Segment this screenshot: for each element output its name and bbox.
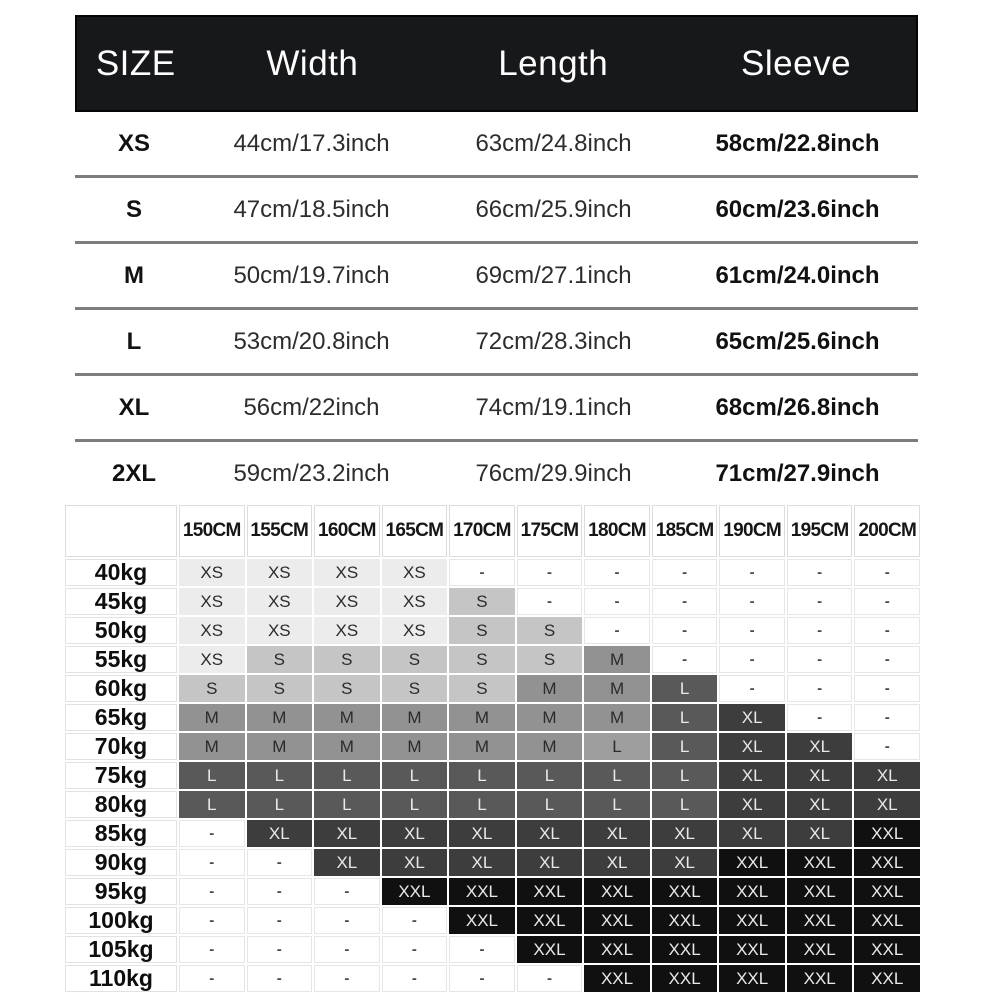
fit-cell-xxl: XXL bbox=[719, 907, 785, 934]
fit-cell-xs: XS bbox=[314, 617, 380, 644]
weight-label-105kg: 105kg bbox=[65, 936, 177, 963]
empty-fit-cell: - bbox=[314, 907, 380, 934]
fit-cell-xxl: XXL bbox=[652, 907, 718, 934]
fit-cell-l: L bbox=[449, 791, 515, 818]
size-cell: L bbox=[126, 327, 142, 355]
fit-cell-xl: XL bbox=[584, 820, 650, 847]
fit-cell-xxl: XXL bbox=[787, 878, 853, 905]
weight-label-70kg: 70kg bbox=[65, 733, 177, 760]
weight-label-75kg: 75kg bbox=[65, 762, 177, 789]
fit-cell-l: L bbox=[382, 791, 448, 818]
fit-cell-l: L bbox=[247, 791, 313, 818]
height-header-150cm: 150CM bbox=[179, 505, 245, 557]
fit-cell-xs: XS bbox=[247, 617, 313, 644]
height-header-190cm: 190CM bbox=[719, 505, 785, 557]
fit-cell-l: L bbox=[247, 762, 313, 789]
height-header-160cm: 160CM bbox=[314, 505, 380, 557]
weight-label-80kg: 80kg bbox=[65, 791, 177, 818]
empty-fit-cell: - bbox=[719, 617, 785, 644]
fit-cell-s: S bbox=[517, 617, 583, 644]
fit-cell-xl: XL bbox=[719, 762, 785, 789]
fit-cell-m: M bbox=[247, 704, 313, 731]
empty-fit-cell: - bbox=[247, 936, 313, 963]
fit-cell-s: S bbox=[247, 646, 313, 673]
fit-cell-l: L bbox=[382, 762, 448, 789]
fit-cell-xl: XL bbox=[787, 733, 853, 760]
empty-fit-cell: - bbox=[787, 617, 853, 644]
fit-cell-xxl: XXL bbox=[854, 936, 920, 963]
empty-fit-cell: - bbox=[179, 849, 245, 876]
size-cell: M bbox=[124, 261, 144, 289]
weight-label-60kg: 60kg bbox=[65, 675, 177, 702]
fit-cell-xxl: XXL bbox=[517, 936, 583, 963]
fit-cell-m: M bbox=[382, 733, 448, 760]
fit-cell-xl: XL bbox=[517, 820, 583, 847]
height-header-170cm: 170CM bbox=[449, 505, 515, 557]
fit-cell-s: S bbox=[449, 675, 515, 702]
empty-fit-cell: - bbox=[787, 588, 853, 615]
weight-label-65kg: 65kg bbox=[65, 704, 177, 731]
size-row-l bbox=[75, 310, 918, 376]
empty-fit-cell: - bbox=[449, 559, 515, 586]
empty-fit-cell: - bbox=[652, 646, 718, 673]
size-row-2xl bbox=[75, 442, 918, 509]
fit-cell-xs: XS bbox=[247, 588, 313, 615]
fit-cell-m: M bbox=[382, 704, 448, 731]
empty-fit-cell: - bbox=[179, 936, 245, 963]
fit-cell-l: L bbox=[314, 762, 380, 789]
fit-cell-s: S bbox=[517, 646, 583, 673]
empty-fit-cell: - bbox=[719, 646, 785, 673]
fit-cell-m: M bbox=[179, 733, 245, 760]
fit-cell-xxl: XXL bbox=[719, 878, 785, 905]
fit-cell-l: L bbox=[584, 733, 650, 760]
fit-cell-l: L bbox=[517, 791, 583, 818]
width-cell: 53cm/20.8inch bbox=[233, 327, 390, 355]
fit-cell-s: S bbox=[314, 646, 380, 673]
fit-cell-xl: XL bbox=[247, 820, 313, 847]
weight-label-90kg: 90kg bbox=[65, 849, 177, 876]
size-cell: XL bbox=[118, 393, 150, 421]
size-chart-header bbox=[75, 15, 918, 112]
header-length: Length bbox=[498, 43, 609, 83]
fit-cell-m: M bbox=[449, 733, 515, 760]
empty-fit-cell: - bbox=[179, 820, 245, 847]
empty-fit-cell: - bbox=[719, 559, 785, 586]
header-width: Width bbox=[266, 43, 359, 83]
fit-cell-xxl: XXL bbox=[787, 849, 853, 876]
empty-fit-cell: - bbox=[787, 646, 853, 673]
fit-cell-xl: XL bbox=[382, 820, 448, 847]
empty-fit-cell: - bbox=[854, 646, 920, 673]
fit-cell-m: M bbox=[584, 675, 650, 702]
empty-fit-cell: - bbox=[854, 704, 920, 731]
weight-label-40kg: 40kg bbox=[65, 559, 177, 586]
height-weight-fit-matrix bbox=[65, 505, 920, 992]
empty-fit-cell: - bbox=[314, 965, 380, 992]
fit-cell-xl: XL bbox=[652, 820, 718, 847]
fit-cell-xl: XL bbox=[449, 820, 515, 847]
empty-fit-cell: - bbox=[584, 559, 650, 586]
fit-cell-xs: XS bbox=[179, 646, 245, 673]
empty-fit-cell: - bbox=[854, 559, 920, 586]
fit-cell-l: L bbox=[652, 733, 718, 760]
length-cell: 72cm/28.3inch bbox=[475, 327, 632, 355]
fit-cell-m: M bbox=[584, 704, 650, 731]
sleeve-cell: 60cm/23.6inch bbox=[715, 195, 880, 223]
size-row-xl bbox=[75, 376, 918, 442]
fit-cell-xl: XL bbox=[787, 762, 853, 789]
fit-cell-xl: XL bbox=[787, 791, 853, 818]
fit-cell-xxl: XXL bbox=[719, 936, 785, 963]
size-cell: 2XL bbox=[111, 459, 156, 487]
size-cell: S bbox=[125, 195, 142, 223]
fit-cell-l: L bbox=[517, 762, 583, 789]
empty-fit-cell: - bbox=[854, 675, 920, 702]
empty-fit-cell: - bbox=[584, 617, 650, 644]
size-chart-table bbox=[75, 15, 918, 509]
fit-cell-m: M bbox=[314, 704, 380, 731]
empty-fit-cell: - bbox=[179, 878, 245, 905]
fit-cell-s: S bbox=[247, 675, 313, 702]
fit-cell-xxl: XXL bbox=[719, 849, 785, 876]
fit-cell-m: M bbox=[517, 733, 583, 760]
fit-cell-l: L bbox=[584, 791, 650, 818]
empty-fit-cell: - bbox=[719, 675, 785, 702]
fit-cell-xl: XL bbox=[854, 791, 920, 818]
width-cell: 50cm/19.7inch bbox=[233, 261, 390, 289]
length-cell: 74cm/19.1inch bbox=[475, 393, 632, 421]
length-cell: 69cm/27.1inch bbox=[475, 261, 632, 289]
fit-cell-xs: XS bbox=[314, 588, 380, 615]
empty-fit-cell: - bbox=[247, 878, 313, 905]
fit-cell-xl: XL bbox=[719, 820, 785, 847]
fit-cell-xxl: XXL bbox=[584, 878, 650, 905]
fit-cell-xxl: XXL bbox=[517, 907, 583, 934]
empty-fit-cell: - bbox=[382, 907, 448, 934]
sleeve-cell: 68cm/26.8inch bbox=[715, 393, 880, 421]
fit-cell-xl: XL bbox=[719, 791, 785, 818]
height-header-185cm: 185CM bbox=[652, 505, 718, 557]
fit-cell-xs: XS bbox=[179, 588, 245, 615]
empty-fit-cell: - bbox=[247, 907, 313, 934]
empty-fit-cell: - bbox=[652, 588, 718, 615]
fit-cell-xs: XS bbox=[179, 617, 245, 644]
fit-cell-xxl: XXL bbox=[787, 907, 853, 934]
fit-cell-xl: XL bbox=[719, 733, 785, 760]
height-header-195cm: 195CM bbox=[787, 505, 853, 557]
header-size: SIZE bbox=[95, 43, 176, 83]
fit-cell-xs: XS bbox=[382, 559, 448, 586]
empty-fit-cell: - bbox=[787, 559, 853, 586]
size-cell: XS bbox=[117, 129, 150, 157]
fit-cell-s: S bbox=[449, 617, 515, 644]
empty-fit-cell: - bbox=[247, 965, 313, 992]
length-cell: 63cm/24.8inch bbox=[475, 129, 632, 157]
empty-fit-cell: - bbox=[584, 588, 650, 615]
fit-cell-xl: XL bbox=[449, 849, 515, 876]
fit-cell-m: M bbox=[517, 704, 583, 731]
fit-cell-xxl: XXL bbox=[854, 820, 920, 847]
fit-cell-xl: XL bbox=[382, 849, 448, 876]
empty-fit-cell: - bbox=[517, 965, 583, 992]
width-cell: 59cm/23.2inch bbox=[233, 459, 390, 487]
empty-fit-cell: - bbox=[382, 936, 448, 963]
empty-fit-cell: - bbox=[787, 704, 853, 731]
length-cell: 76cm/29.9inch bbox=[475, 459, 632, 487]
fit-cell-xxl: XXL bbox=[382, 878, 448, 905]
size-chart-rows bbox=[75, 112, 918, 509]
fit-cell-l: L bbox=[652, 762, 718, 789]
fit-cell-s: S bbox=[382, 675, 448, 702]
fit-cell-xxl: XXL bbox=[652, 878, 718, 905]
fit-cell-l: L bbox=[652, 675, 718, 702]
empty-fit-cell: - bbox=[854, 588, 920, 615]
fit-cell-xxl: XXL bbox=[719, 965, 785, 992]
header-sleeve: Sleeve bbox=[741, 43, 852, 83]
empty-fit-cell: - bbox=[179, 907, 245, 934]
fit-cell-xl: XL bbox=[652, 849, 718, 876]
empty-fit-cell: - bbox=[314, 878, 380, 905]
fit-cell-s: S bbox=[314, 675, 380, 702]
sleeve-cell: 71cm/27.9inch bbox=[715, 459, 880, 487]
empty-fit-cell: - bbox=[517, 559, 583, 586]
fit-cell-xxl: XXL bbox=[652, 965, 718, 992]
fit-cell-xxl: XXL bbox=[584, 936, 650, 963]
size-row-s bbox=[75, 178, 918, 244]
weight-label-50kg: 50kg bbox=[65, 617, 177, 644]
weight-label-85kg: 85kg bbox=[65, 820, 177, 847]
fit-cell-xl: XL bbox=[314, 820, 380, 847]
fit-cell-l: L bbox=[179, 791, 245, 818]
width-cell: 56cm/22inch bbox=[243, 393, 380, 421]
fit-cell-xl: XL bbox=[517, 849, 583, 876]
fit-cell-l: L bbox=[584, 762, 650, 789]
fit-cell-m: M bbox=[449, 704, 515, 731]
empty-fit-cell: - bbox=[247, 849, 313, 876]
empty-fit-cell: - bbox=[787, 675, 853, 702]
fit-cell-xxl: XXL bbox=[584, 965, 650, 992]
fit-cell-xxl: XXL bbox=[787, 936, 853, 963]
fit-cell-xl: XL bbox=[787, 820, 853, 847]
fit-cell-xxl: XXL bbox=[584, 907, 650, 934]
empty-fit-cell: - bbox=[517, 588, 583, 615]
empty-fit-cell: - bbox=[382, 965, 448, 992]
fit-cell-m: M bbox=[584, 646, 650, 673]
weight-label-110kg: 110kg bbox=[65, 965, 177, 992]
fit-cell-xxl: XXL bbox=[854, 907, 920, 934]
height-header-175cm: 175CM bbox=[517, 505, 583, 557]
width-cell: 44cm/17.3inch bbox=[233, 129, 390, 157]
fit-cell-l: L bbox=[179, 762, 245, 789]
fit-cell-xxl: XXL bbox=[854, 965, 920, 992]
fit-cell-xl: XL bbox=[854, 762, 920, 789]
fit-cell-xl: XL bbox=[314, 849, 380, 876]
matrix-corner-cell bbox=[65, 505, 177, 557]
fit-cell-xxl: XXL bbox=[787, 965, 853, 992]
height-header-165cm: 165CM bbox=[382, 505, 448, 557]
size-row-xs bbox=[75, 112, 918, 178]
weight-label-100kg: 100kg bbox=[65, 907, 177, 934]
fit-cell-xxl: XXL bbox=[652, 936, 718, 963]
fit-cell-xxl: XXL bbox=[854, 878, 920, 905]
fit-cell-xl: XL bbox=[584, 849, 650, 876]
fit-cell-m: M bbox=[314, 733, 380, 760]
fit-cell-m: M bbox=[247, 733, 313, 760]
fit-cell-xxl: XXL bbox=[449, 878, 515, 905]
fit-cell-s: S bbox=[449, 646, 515, 673]
fit-cell-s: S bbox=[449, 588, 515, 615]
sleeve-cell: 58cm/22.8inch bbox=[715, 129, 880, 157]
empty-fit-cell: - bbox=[854, 617, 920, 644]
height-header-180cm: 180CM bbox=[584, 505, 650, 557]
fit-cell-xs: XS bbox=[179, 559, 245, 586]
size-row-m bbox=[75, 244, 918, 310]
weight-label-55kg: 55kg bbox=[65, 646, 177, 673]
empty-fit-cell: - bbox=[314, 936, 380, 963]
empty-fit-cell: - bbox=[179, 965, 245, 992]
fit-cell-xs: XS bbox=[247, 559, 313, 586]
fit-cell-m: M bbox=[179, 704, 245, 731]
fit-cell-xs: XS bbox=[314, 559, 380, 586]
weight-label-45kg: 45kg bbox=[65, 588, 177, 615]
empty-fit-cell: - bbox=[719, 588, 785, 615]
sleeve-cell: 65cm/25.6inch bbox=[715, 327, 880, 355]
fit-cell-s: S bbox=[179, 675, 245, 702]
fit-cell-l: L bbox=[652, 791, 718, 818]
height-header-200cm: 200CM bbox=[854, 505, 920, 557]
fit-cell-l: L bbox=[314, 791, 380, 818]
fit-cell-l: L bbox=[449, 762, 515, 789]
length-cell: 66cm/25.9inch bbox=[475, 195, 632, 223]
fit-cell-l: L bbox=[652, 704, 718, 731]
width-cell: 47cm/18.5inch bbox=[233, 195, 390, 223]
fit-cell-m: M bbox=[517, 675, 583, 702]
fit-cell-xxl: XXL bbox=[449, 907, 515, 934]
empty-fit-cell: - bbox=[449, 965, 515, 992]
height-header-155cm: 155CM bbox=[247, 505, 313, 557]
empty-fit-cell: - bbox=[449, 936, 515, 963]
fit-cell-xl: XL bbox=[719, 704, 785, 731]
fit-cell-xs: XS bbox=[382, 588, 448, 615]
empty-fit-cell: - bbox=[652, 559, 718, 586]
fit-cell-xxl: XXL bbox=[854, 849, 920, 876]
empty-fit-cell: - bbox=[652, 617, 718, 644]
sleeve-cell: 61cm/24.0inch bbox=[715, 261, 880, 289]
empty-fit-cell: - bbox=[854, 733, 920, 760]
fit-cell-s: S bbox=[382, 646, 448, 673]
fit-cell-xs: XS bbox=[382, 617, 448, 644]
weight-label-95kg: 95kg bbox=[65, 878, 177, 905]
fit-cell-xxl: XXL bbox=[517, 878, 583, 905]
